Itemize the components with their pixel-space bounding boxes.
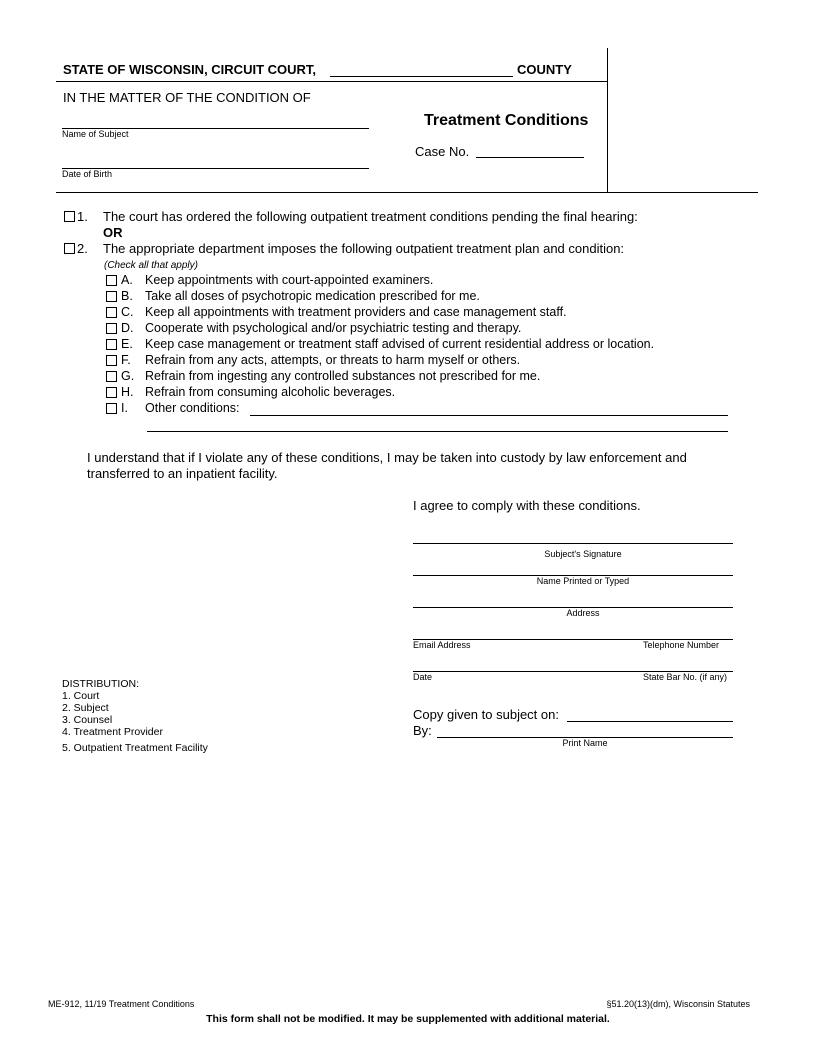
- condition-g-checkbox[interactable]: [106, 371, 117, 382]
- address-label: Address: [566, 608, 600, 618]
- county-label: COUNTY: [517, 62, 572, 77]
- condition-d-checkbox[interactable]: [106, 323, 117, 334]
- subject-signature-line[interactable]: [413, 529, 733, 544]
- distribution-item: 5. Outpatient Treatment Facility: [62, 742, 208, 754]
- condition-c-checkbox[interactable]: [106, 307, 117, 318]
- distribution-item: 2. Subject: [62, 702, 109, 714]
- option-1-text: The court has ordered the following outpatient treatment conditions pending the final hearing:: [103, 209, 638, 224]
- option-1-checkbox[interactable]: [64, 211, 75, 222]
- form-id: ME-912, 11/19 Treatment Conditions: [48, 999, 195, 1009]
- condition-i-checkbox[interactable]: [106, 403, 117, 414]
- telephone-label: Telephone Number: [643, 640, 720, 650]
- matter-heading: IN THE MATTER OF THE CONDITION OF: [63, 90, 311, 105]
- date-of-birth-input[interactable]: [62, 154, 369, 169]
- by-name-input[interactable]: [437, 723, 733, 738]
- condition-d-letter: D.: [121, 321, 134, 335]
- statute-reference: §51.20(13)(dm), Wisconsin Statutes: [606, 999, 750, 1009]
- condition-b-checkbox[interactable]: [106, 291, 117, 302]
- email-telephone-line[interactable]: [413, 625, 733, 640]
- name-of-subject-label: Name of Subject: [62, 129, 129, 139]
- understanding-line-2: transferred to an inpatient facility.: [87, 466, 278, 481]
- condition-f-text: Refrain from any acts, attempts, or threats to harm myself or others.: [145, 353, 521, 367]
- or-separator: OR: [103, 225, 123, 240]
- understanding-line-1: I understand that if I violate any of these conditions, I may be taken into custody by law enforcement and: [87, 450, 687, 465]
- condition-g-text: Refrain from ingesting any controlled substances not prescribed for me.: [145, 369, 541, 383]
- option-2-checkbox[interactable]: [64, 243, 75, 254]
- form-title: Treatment Conditions: [424, 112, 589, 129]
- date-bar-line[interactable]: [413, 657, 733, 672]
- condition-d-text: Cooperate with psychological and/or psychiatric testing and therapy.: [145, 321, 522, 335]
- name-printed-line[interactable]: [413, 561, 733, 576]
- condition-a-text: Keep appointments with court-appointed examiners.: [145, 273, 434, 287]
- option-1-number: 1.: [77, 209, 88, 224]
- other-conditions-input-1[interactable]: [250, 401, 728, 416]
- state-bar-label: State Bar No. (if any): [643, 672, 728, 682]
- condition-b-letter: B.: [121, 289, 133, 303]
- distribution-item: 4. Treatment Provider: [62, 726, 163, 738]
- date-label: Date: [413, 672, 433, 682]
- condition-a-letter: A.: [121, 273, 133, 287]
- county-input[interactable]: [330, 62, 513, 77]
- condition-h-text: Refrain from consuming alcoholic beverages.: [145, 385, 396, 399]
- print-name-label: Print Name: [562, 738, 608, 748]
- condition-g-letter: G.: [121, 369, 135, 383]
- condition-a-checkbox[interactable]: [106, 275, 117, 286]
- condition-e-letter: E.: [121, 337, 133, 351]
- subject-name-input[interactable]: [62, 114, 369, 129]
- distribution-item: 3. Counsel: [62, 714, 113, 726]
- condition-c-letter: C.: [121, 305, 134, 319]
- case-no-input[interactable]: [476, 143, 584, 158]
- condition-f-letter: F.: [121, 353, 131, 367]
- copy-given-date-input[interactable]: [567, 707, 733, 722]
- condition-b-text: Take all doses of psychotropic medication prescribed for me.: [145, 289, 480, 303]
- condition-h-checkbox[interactable]: [106, 387, 117, 398]
- footer-notice: This form shall not be modified. It may be supplemented with additional material.: [206, 1013, 610, 1025]
- condition-f-checkbox[interactable]: [106, 355, 117, 366]
- case-no-label: Case No.: [415, 144, 470, 159]
- header-rule-top: [56, 81, 607, 82]
- header-divider-vertical: [607, 48, 608, 192]
- address-line[interactable]: [413, 593, 733, 608]
- distribution-item: 1. Court: [62, 690, 100, 702]
- name-printed-label: Name Printed or Typed: [536, 576, 630, 586]
- condition-e-text: Keep case management or treatment staff advised of current residential address or location.: [145, 337, 655, 351]
- other-conditions-input-2[interactable]: [147, 417, 728, 432]
- email-label: Email Address: [413, 640, 471, 650]
- by-label: By:: [413, 723, 432, 738]
- condition-i-letter: I.: [121, 401, 128, 415]
- agree-statement: I agree to comply with these conditions.: [413, 498, 641, 513]
- header-rule-bottom: [56, 192, 758, 193]
- subject-signature-label: Subject's Signature: [544, 549, 622, 559]
- option-2-text: The appropriate department imposes the following outpatient treatment plan and condition:: [103, 241, 625, 256]
- date-of-birth-label: Date of Birth: [62, 169, 113, 179]
- condition-c-text: Keep all appointments with treatment providers and case management staff.: [145, 305, 567, 319]
- copy-given-label: Copy given to subject on:: [413, 707, 559, 722]
- condition-h-letter: H.: [121, 385, 134, 399]
- option-2-number: 2.: [77, 241, 88, 256]
- distribution-title: DISTRIBUTION:: [62, 678, 140, 690]
- condition-i-text: Other conditions:: [145, 401, 240, 415]
- condition-e-checkbox[interactable]: [106, 339, 117, 350]
- check-all-note: (Check all that apply): [104, 260, 198, 271]
- court-prefix: STATE OF WISCONSIN, CIRCUIT COURT,: [63, 62, 317, 77]
